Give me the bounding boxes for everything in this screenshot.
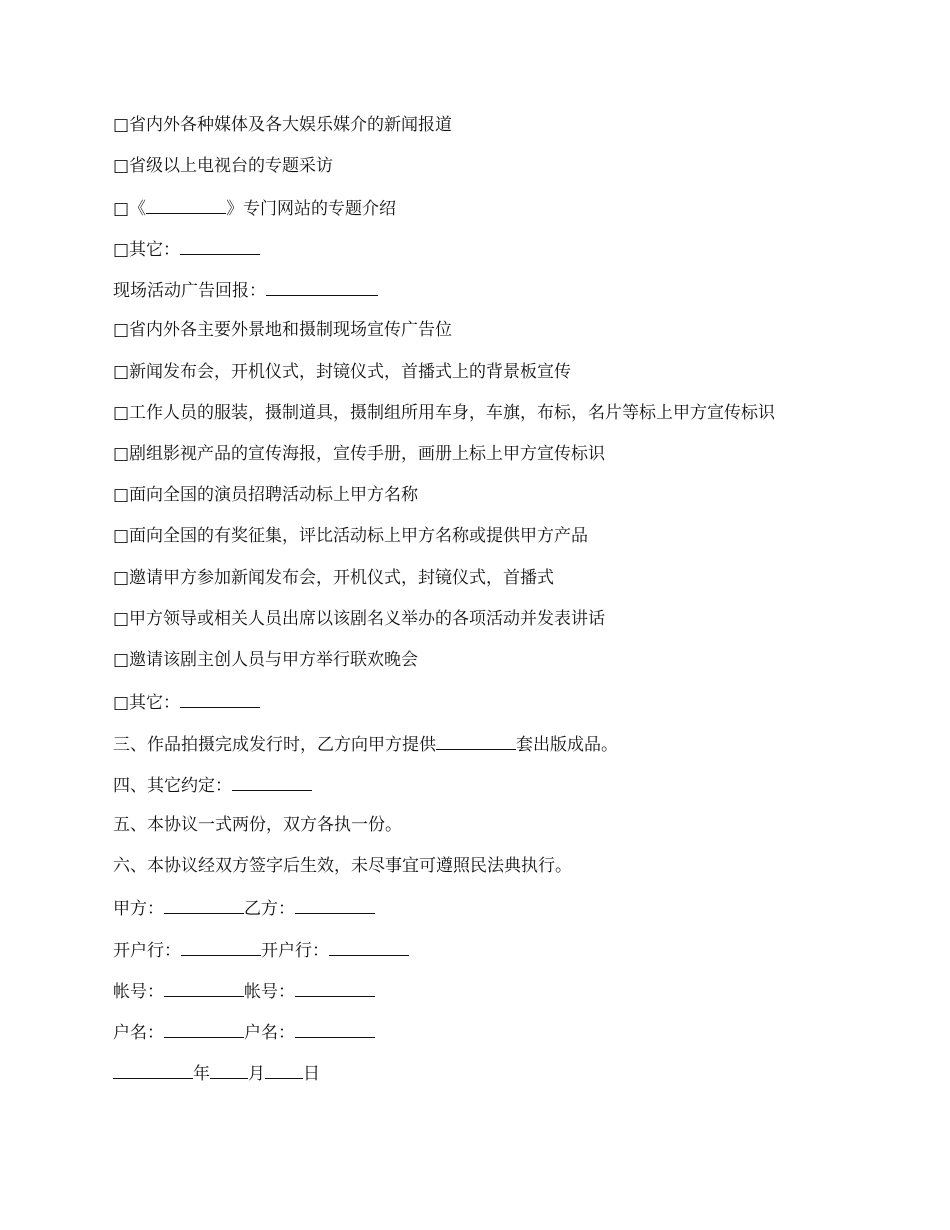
- clause-3: [113, 732, 618, 756]
- clause-3-text: 三、作品拍摄完成发行时，乙方向甲方提供: [113, 735, 436, 755]
- blank-line: [113, 1061, 193, 1079]
- media-other-label: □其它：: [113, 240, 181, 260]
- media-other: [113, 237, 260, 261]
- onsite-item: □新闻发布会，开机仪式，封镜仪式，首播式上的背景板宣传: [113, 362, 572, 382]
- blank-line: [180, 690, 260, 708]
- name-b-label: 户名：: [244, 1023, 295, 1043]
- website-item: [113, 196, 396, 220]
- sign-bank-row: [113, 938, 409, 962]
- party-b-label: 乙方：: [244, 899, 295, 919]
- onsite-item: □面向全国的演员招聘活动标上甲方名称: [113, 485, 419, 505]
- clause-4-text: 四、其它约定：: [113, 776, 232, 796]
- date-row: [113, 1061, 320, 1085]
- party-a-label: 甲方：: [113, 899, 164, 919]
- media-item: □省内外各种媒体及各大娱乐媒介的新闻报道: [113, 115, 453, 135]
- blank-line: [210, 1061, 248, 1079]
- day-label: 日: [303, 1064, 320, 1084]
- onsite-item: □邀请甲方参加新闻发布会，开机仪式，封镜仪式，首播式: [113, 568, 555, 588]
- blank-line: [164, 1020, 244, 1038]
- onsite-item: □邀请该剧主创人员与甲方举行联欢晚会: [113, 650, 419, 670]
- blank-line: [181, 938, 261, 956]
- year-label: 年: [193, 1064, 210, 1084]
- clause-6: 六、本协议经双方签字后生效，未尽事宜可遵照民法典执行。: [113, 856, 572, 876]
- website-suffix: 》专门网站的专题介绍: [226, 199, 397, 219]
- website-prefix: □《: [113, 199, 147, 219]
- name-a-label: 户名：: [113, 1023, 164, 1043]
- bank-a-label: 开户行：: [113, 941, 181, 961]
- clause-5: 五、本协议一式两份，双方各执一份。: [113, 815, 402, 835]
- onsite-other-label: □其它：: [113, 693, 181, 713]
- clause-3-suffix: 套出版成品。: [516, 735, 618, 755]
- clause-4: [113, 773, 312, 797]
- onsite-item: □面向全国的有奖征集，评比活动标上甲方名称或提供甲方产品: [113, 526, 589, 546]
- media-item: □省级以上电视台的专题采访: [113, 156, 334, 176]
- account-a-label: 帐号：: [113, 982, 164, 1002]
- account-b-label: 帐号：: [244, 982, 295, 1002]
- blank-line: [265, 1061, 303, 1079]
- blank-line: [295, 1020, 375, 1038]
- bank-b-label: 开户行：: [261, 941, 329, 961]
- onsite-item: □剧组影视产品的宣传海报，宣传手册，画册上标上甲方宣传标识: [113, 444, 606, 464]
- onsite-other: [113, 690, 260, 714]
- blank-line: [295, 979, 375, 997]
- sign-name-row: [113, 1020, 375, 1044]
- blank-line: [146, 196, 226, 214]
- onsite-item: □工作人员的服装，摄制道具，摄制组所用车身，车旗，布标，名片等标上甲方宣传标识: [113, 403, 776, 423]
- blank-line: [295, 896, 375, 914]
- blank-line: [266, 278, 378, 296]
- blank-line: [329, 938, 409, 956]
- blank-line: [436, 732, 516, 750]
- onsite-heading-label: 现场活动广告回报：: [113, 281, 266, 301]
- onsite-item: □甲方领导或相关人员出席以该剧名义举办的各项活动并发表讲话: [113, 609, 606, 629]
- blank-line: [232, 773, 312, 791]
- onsite-item: □省内外各主要外景地和摄制现场宣传广告位: [113, 320, 453, 340]
- month-label: 月: [248, 1064, 265, 1084]
- onsite-heading: [113, 278, 378, 302]
- blank-line: [164, 979, 244, 997]
- sign-account-row: [113, 979, 375, 1003]
- blank-line: [180, 237, 260, 255]
- sign-party-row: [113, 896, 375, 920]
- blank-line: [164, 896, 244, 914]
